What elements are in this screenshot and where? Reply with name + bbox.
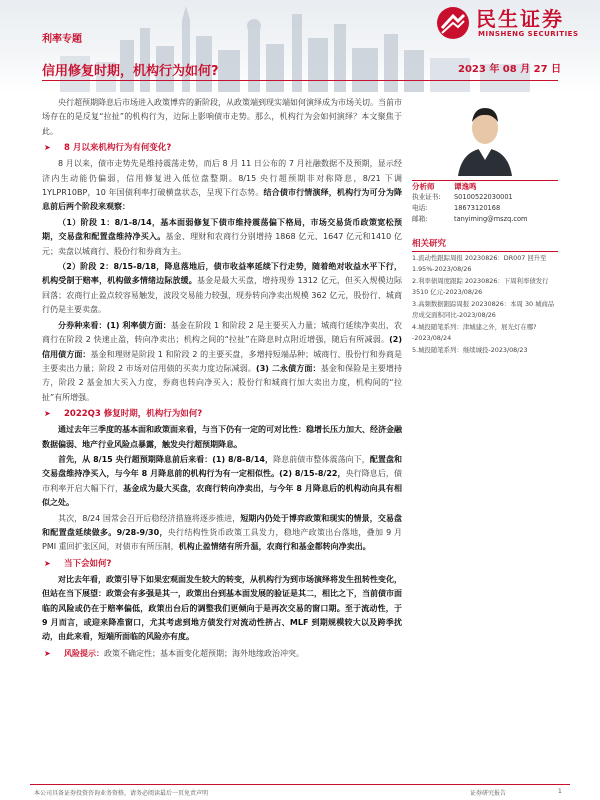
footer-report-label: 证券研究报告 <box>470 790 507 797</box>
section-heading-text: 8 月以来机构行为有何变化? <box>64 143 172 154</box>
text-span: 基金在阶段 1 和阶段 2 是主要买入力量；城商行延续净卖出，农商行在阶段 2 快速止盈，转向净卖出；机构之间的“拉扯”在降息时点附近增强，随后有所减弱。 <box>42 320 402 345</box>
text-span: 基金是最大买盘，增持现券 1312 亿元，但买入规模边际回落；农商行止盈点较容易触发，波段交易能力较强，现券转向净卖出规模 362 亿元，股份行、城商行仍是主要卖盘。 <box>42 276 402 315</box>
logo-chinese-text: 民生证券 <box>476 7 564 31</box>
phone-value: 18673120168 <box>454 204 501 212</box>
analyst-phone-row <box>412 203 558 214</box>
arrow-right-icon: ➤ <box>44 409 51 419</box>
section-heading-1 <box>42 141 402 155</box>
risk-warning <box>42 647 402 661</box>
analyst-role: 分析师 <box>412 182 435 191</box>
paragraph <box>42 512 402 555</box>
email-link[interactable]: tanyiming@mszq.com <box>454 215 528 223</box>
minsheng-logo-icon <box>436 6 470 40</box>
footer-disclaimer: 本公司具备证券投资咨询业务资格，请务必阅读最后一页免责声明 <box>34 790 209 797</box>
text-span: 基金和保险是主要增持方，阶段 2 基金加大买入力度，券商也转向净买入；股份行和城商行加大卖出力度，机构间的“拉扯”有所增强。 <box>42 363 402 402</box>
related-item[interactable]: 3.高频数据跟踪周报 20230826：本周 30 城商品房成交面积同比-2023/08/26 <box>412 300 555 319</box>
text-span: 其次，8/24 国常会召开后稳经济措施将逐步推进， <box>58 513 241 523</box>
bold-span: 基金成为最大买盘，农商行转向净卖出，与今年 8 月降息后的机构动向具有相似之处。 <box>42 483 402 508</box>
analyst-info <box>412 180 558 225</box>
cert-value: S0100522030001 <box>454 193 513 201</box>
related-item[interactable]: 4.城投随笔系列：津城建之外，展光灯在哪?-2023/08/24 <box>412 323 537 342</box>
text-span: 8 月以来，债市走势先是维持震荡走势，而后 8 月 11 日公布的 7 月社融数据不及预期，显示经济内生动能仍偏弱，信用修复进入低位盘整期。8/15 央行超预期非对称降息，8/21 下调 1YLPR10BP，10 年国债利率打破横盘状态，呈现下行态势。 <box>42 159 402 198</box>
footer-divider <box>30 784 570 785</box>
arrow-right-icon: ➤ <box>44 648 51 658</box>
paragraph <box>42 453 402 511</box>
main-column <box>42 96 402 661</box>
section-heading-3 <box>42 557 402 571</box>
bold-span: 机构止盈情绪有所升温，农商行和基金都转向净卖出。 <box>178 542 371 552</box>
paragraph <box>42 423 402 452</box>
paragraph <box>42 319 402 405</box>
title-divider <box>42 80 558 81</box>
risk-label: 风险提示： <box>64 648 104 658</box>
paragraph <box>42 260 402 318</box>
related-research-title: 相关研究 <box>412 237 558 252</box>
bold-span: 结合债市行情演绎，机构行为可分为降息前后两个阶段来观察： <box>42 188 403 212</box>
bold-span: 通过去年三季度的基本面和政策面来看，与当下仍有一定的可对比性：稳增长压力加大、经济金融数据偏弱、地产行业风险点暴露，触发央行超预期降息。 <box>42 425 402 449</box>
report-date: 2023 年 08 月 27 日 <box>458 64 562 75</box>
paragraph <box>42 157 402 215</box>
analyst-photo <box>450 96 520 176</box>
bold-span: 首先，从 8/15 央行超预期降息前后来看：(1) 8/8-8/14， <box>58 454 274 464</box>
bold-span: （1）阶段 1：8/1-8/14，基本面弱修复下债市维持震荡偏下格局，市场交易货币政策宽松预期，交易盘和配置盘维持净买入。 <box>42 217 402 242</box>
intro-paragraph: 央行超预期降息后市场进入政策博弈的新阶段，从政策端到现实端如何演绎成为市场关切。当前市场存在的是反复“拉扯”的机构行为，边际上影响债市走势。那么，机构行为会如何演绎？本文聚焦于此。 <box>42 98 402 136</box>
text-span: 降息前债市整体震荡向下， <box>273 454 370 464</box>
report-type: 利率专题 <box>42 34 82 45</box>
minsheng-logo <box>428 0 600 52</box>
cert-label: 执业证书: <box>412 193 441 201</box>
risk-text: 政策不确定性；基本面变化超预期；海外地缘政治冲突。 <box>104 648 304 658</box>
analyst-email-row <box>412 214 558 225</box>
text-span: 央行结构性货币政策工具发力，稳地产政策出台落地，叠加 9 月 PMI 重回扩张区间，对债市有所压制， <box>42 527 402 552</box>
related-item[interactable]: 1.流动性跟踪周报 20230826：DR007 回升至 1.95%-2023/08/26 <box>412 254 547 273</box>
sidebar <box>412 96 558 356</box>
page-number: 1 <box>558 788 562 795</box>
email-label: 邮箱: <box>412 215 428 223</box>
report-title: 信用修复时期，机构行为如何? <box>42 64 219 79</box>
bold-span: 分券种来看：(1) 利率债方面： <box>58 320 171 330</box>
bold-span: 对比去年看，政策引导下如果宏观面发生较大的转变，从机构行为到市场演绎将发生扭转性变化，但站在当下展望：政策会有多强是其一，政策出台到基本面发展的验证是其二，相比之下，当前债市面临的风险或仍在于赔率偏低，政策出台后的调整我们更倾向于是再次交易的窗口期。至于流动性，于 9 月而言，或迎来降准窗口，尤其考虑到地方债发行对流动性挤占、MLF 到期规模较大以及跨季扰动，由此来看，短端所面临的风险亦有度。 <box>42 574 402 642</box>
related-item[interactable]: 2.利率债周度跟踪 20230826：下周利率债发行 3510 亿元-2023/08/26 <box>412 277 549 296</box>
bold-span: (3) 二永债方面： <box>256 363 321 373</box>
analyst-name: 谭逸鸣 <box>454 182 477 191</box>
bold-span: （2）阶段 2：8/15-8/18，降息落地后，债市收益率延续下行走势，随着绝对收益水平下行，机构受制于赔率，机构做多情绪边际放缓。 <box>42 262 402 286</box>
section-heading-text: 2022Q3 修复时期，机构行为如何? <box>64 409 203 420</box>
section-heading-2 <box>42 407 402 421</box>
related-item[interactable]: 5.城投随笔系列：继续城投-2023/08/23 <box>412 346 528 354</box>
analyst-name-row <box>412 181 558 192</box>
text-span: 央行降息后，债市利率开启大幅下行， <box>42 469 402 493</box>
bold-span: (2) 信用债方面： <box>42 335 402 359</box>
phone-label: 电话: <box>412 204 428 212</box>
logo-english-text: MINSHENG SECURITIES <box>478 30 579 38</box>
bold-span: 短期内仍处于博弈政策和现实的情景，交易盘和配置盘延续做多。9/28-9/30， <box>42 513 402 537</box>
arrow-right-icon: ➤ <box>44 558 51 568</box>
paragraph <box>42 573 402 645</box>
bold-span: 配置盘和交易盘维持净买入，与今年 8 月降息前的机构行为有一定相似性。(2) 8/15-8/22， <box>42 454 403 479</box>
paragraph <box>42 216 402 259</box>
section-heading-text: 当下会如何? <box>64 558 112 569</box>
arrow-right-icon: ➤ <box>44 143 51 153</box>
text-span: 基金、理财和农商行分别增持 1868 亿元、1647 亿元和1410 亿元；卖盘以城商行、股份行和券商为主。 <box>42 232 402 256</box>
text-span: 基金和理财是阶段 1 和阶段 2 的主要买盘，多增持短端品种；城商行、股份行和券商是主要卖出力量；阶段 2 市场对信用债的买卖力度边际减弱。 <box>42 349 403 373</box>
analyst-cert-row <box>412 192 558 203</box>
